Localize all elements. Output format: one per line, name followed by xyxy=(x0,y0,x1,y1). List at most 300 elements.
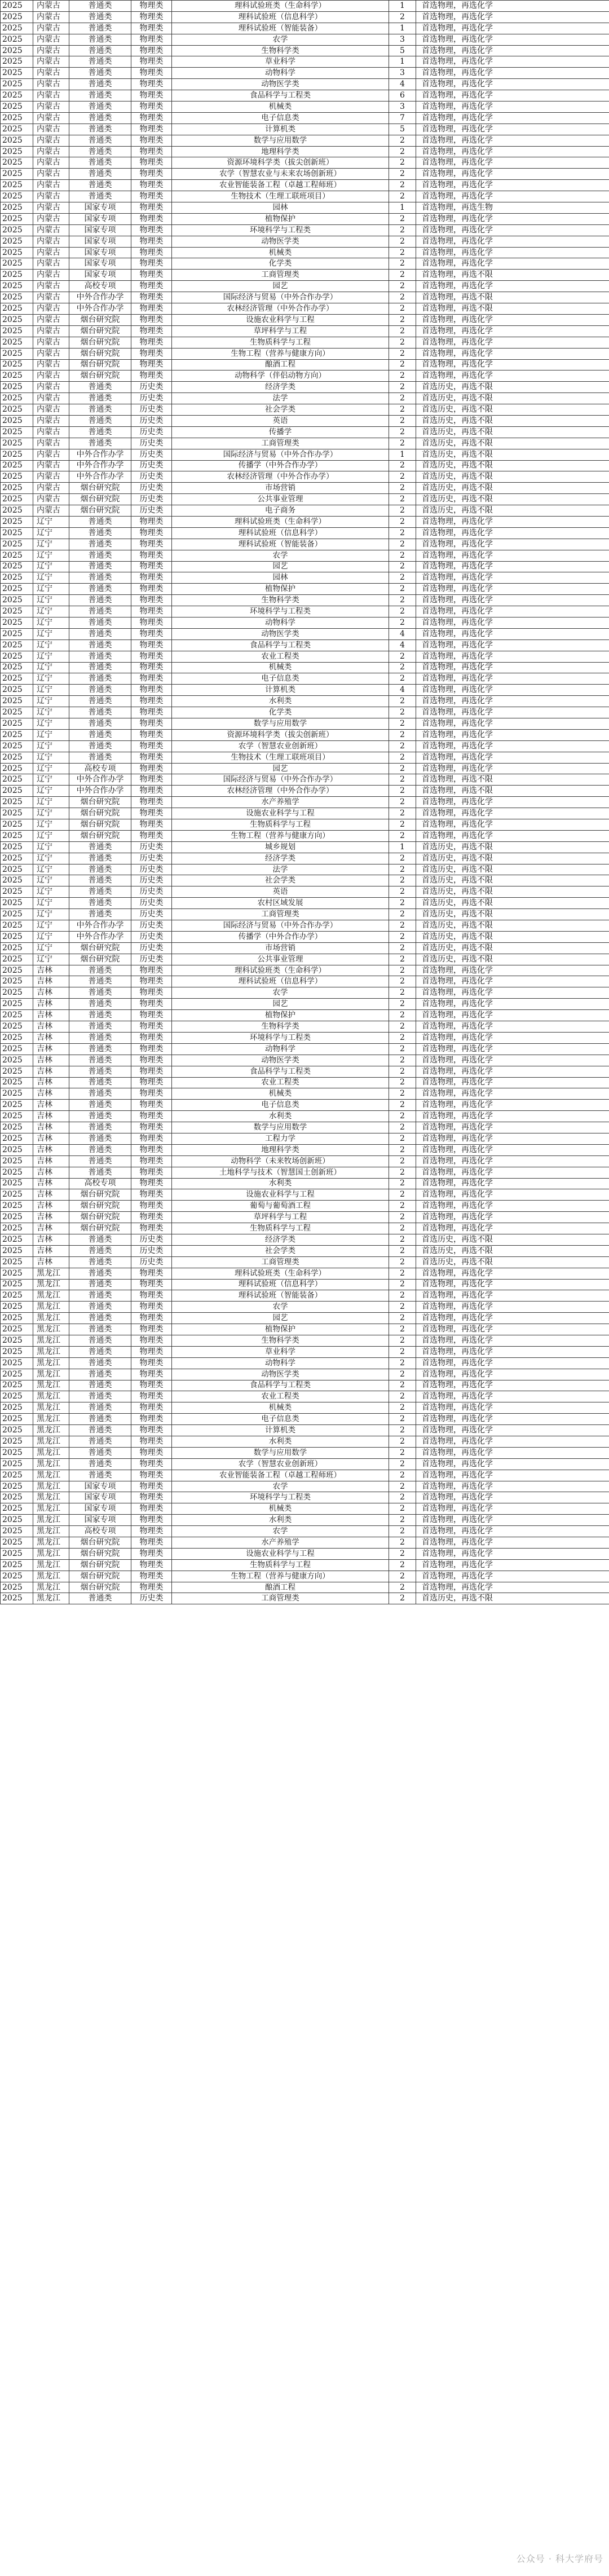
table-row xyxy=(1,1201,609,1212)
subject-requirement-cell: 首选物理，再选化学 xyxy=(416,729,609,740)
subject-type-cell: 物理类 xyxy=(131,359,172,370)
subject-requirement-cell: 首选物理，再选化学 xyxy=(416,639,609,651)
subject-type-cell: 历史类 xyxy=(131,875,172,886)
year-cell: 2025 xyxy=(1,797,33,808)
major-cell: 社会学类 xyxy=(172,404,389,416)
subject-requirement-cell: 首选物理，再选化学 xyxy=(416,606,609,617)
year-cell: 2025 xyxy=(1,819,33,831)
table-row xyxy=(1,1,609,12)
plan-count-cell: 2 xyxy=(389,763,416,774)
province-cell: 内蒙古 xyxy=(33,325,69,337)
year-cell: 2025 xyxy=(1,1593,33,1604)
subject-requirement-cell: 首选物理，再选化学 xyxy=(416,696,609,707)
year-cell: 2025 xyxy=(1,1122,33,1133)
province-cell: 吉林 xyxy=(33,1223,69,1234)
major-cell: 农业智能装备工程（卓越工程师班） xyxy=(172,180,389,191)
plan-count-cell: 2 xyxy=(389,135,416,146)
plan-count-cell: 2 xyxy=(389,965,416,976)
subject-type-cell: 物理类 xyxy=(131,1122,172,1133)
province-cell: 内蒙古 xyxy=(33,281,69,292)
plan-count-cell: 2 xyxy=(389,1436,416,1448)
year-cell: 2025 xyxy=(1,112,33,123)
plan-count-cell: 2 xyxy=(389,303,416,315)
table-row xyxy=(1,886,609,898)
plan-count-cell: 2 xyxy=(389,1313,416,1324)
major-cell: 电子信息类 xyxy=(172,673,389,685)
subject-requirement-cell: 首选物理，再选化学 xyxy=(416,1447,609,1458)
major-cell: 理科试验班类（生命科学） xyxy=(172,1,389,12)
subject-type-cell: 物理类 xyxy=(131,1268,172,1279)
subject-type-cell: 物理类 xyxy=(131,1212,172,1223)
subject-requirement-cell: 首选物理，再选化学 xyxy=(416,1402,609,1414)
province-cell: 内蒙古 xyxy=(33,202,69,214)
subject-requirement-cell: 首选物理，再选化学 xyxy=(416,68,609,79)
plan-count-cell: 2 xyxy=(389,1279,416,1290)
year-cell: 2025 xyxy=(1,370,33,382)
year-cell: 2025 xyxy=(1,1055,33,1066)
major-cell: 食品科学与工程类 xyxy=(172,1380,389,1391)
plan-count-cell: 2 xyxy=(389,718,416,730)
subject-requirement-cell: 首选物理，再选化学 xyxy=(416,819,609,831)
plan-count-cell: 2 xyxy=(389,325,416,337)
major-cell: 食品科学与工程类 xyxy=(172,1066,389,1077)
year-cell: 2025 xyxy=(1,841,33,853)
year-cell: 2025 xyxy=(1,404,33,416)
subject-requirement-cell: 首选物理，再选化学 xyxy=(416,1032,609,1043)
table-row xyxy=(1,841,609,853)
major-cell: 设施农业科学与工程 xyxy=(172,314,389,325)
province-cell: 辽宁 xyxy=(33,628,69,639)
subject-requirement-cell: 首选物理，再选化学 xyxy=(416,550,609,561)
major-cell: 生物技术（生理工联班项目） xyxy=(172,191,389,202)
major-cell: 动物科学 xyxy=(172,1357,389,1369)
subject-type-cell: 物理类 xyxy=(131,325,172,337)
table-row xyxy=(1,1357,609,1369)
year-cell: 2025 xyxy=(1,202,33,214)
province-cell: 黑龙江 xyxy=(33,1425,69,1436)
plan-type-cell: 烟台研究院 xyxy=(69,1559,131,1571)
table-row xyxy=(1,471,609,483)
subject-requirement-cell: 首选历史，再选不限 xyxy=(416,864,609,875)
province-cell: 内蒙古 xyxy=(33,292,69,303)
table-row xyxy=(1,1414,609,1425)
year-cell: 2025 xyxy=(1,1369,33,1380)
province-cell: 内蒙古 xyxy=(33,45,69,56)
province-cell: 内蒙古 xyxy=(33,359,69,370)
table-row xyxy=(1,920,609,932)
subject-requirement-cell: 首选物理，再选化学 xyxy=(416,1201,609,1212)
table-row xyxy=(1,1380,609,1391)
major-cell: 国际经济与贸易（中外合作办学） xyxy=(172,449,389,460)
table-row xyxy=(1,1043,609,1055)
year-cell: 2025 xyxy=(1,1155,33,1167)
plan-type-cell: 普通类 xyxy=(69,1010,131,1021)
subject-type-cell: 物理类 xyxy=(131,56,172,68)
year-cell: 2025 xyxy=(1,1402,33,1414)
plan-type-cell: 普通类 xyxy=(69,1593,131,1604)
plan-count-cell: 2 xyxy=(389,1380,416,1391)
major-cell: 生物科学类 xyxy=(172,45,389,56)
major-cell: 动物科学（伴侣动物方向） xyxy=(172,370,389,382)
province-cell: 内蒙古 xyxy=(33,494,69,505)
province-cell: 辽宁 xyxy=(33,752,69,763)
major-cell: 数学与应用数学 xyxy=(172,718,389,730)
year-cell: 2025 xyxy=(1,135,33,146)
table-row xyxy=(1,123,609,135)
province-cell: 黑龙江 xyxy=(33,1357,69,1369)
plan-type-cell: 普通类 xyxy=(69,393,131,404)
subject-requirement-cell: 首选物理，再选化学 xyxy=(416,1167,609,1178)
plan-count-cell: 2 xyxy=(389,1526,416,1537)
subject-type-cell: 物理类 xyxy=(131,830,172,841)
plan-type-cell: 普通类 xyxy=(69,56,131,68)
table-row xyxy=(1,1391,609,1402)
province-cell: 吉林 xyxy=(33,1122,69,1133)
table-row xyxy=(1,191,609,202)
subject-requirement-cell: 首选物理，再选化学 xyxy=(416,23,609,34)
table-row xyxy=(1,1447,609,1458)
subject-requirement-cell: 首选历史，再选不限 xyxy=(416,404,609,416)
province-cell: 辽宁 xyxy=(33,819,69,831)
subject-requirement-cell: 首选物理，再选化学 xyxy=(416,247,609,258)
major-cell: 农业工程类 xyxy=(172,1391,389,1402)
plan-count-cell: 5 xyxy=(389,123,416,135)
year-cell: 2025 xyxy=(1,1100,33,1111)
major-cell: 园艺 xyxy=(172,1313,389,1324)
major-cell: 动物医学类 xyxy=(172,1055,389,1066)
year-cell: 2025 xyxy=(1,34,33,45)
plan-type-cell: 普通类 xyxy=(69,79,131,90)
plan-type-cell: 普通类 xyxy=(69,68,131,79)
plan-count-cell: 2 xyxy=(389,1425,416,1436)
year-cell: 2025 xyxy=(1,382,33,393)
plan-type-cell: 普通类 xyxy=(69,1088,131,1100)
year-cell: 2025 xyxy=(1,1201,33,1212)
table-row xyxy=(1,875,609,886)
plan-count-cell: 1 xyxy=(389,1,416,12)
province-cell: 内蒙古 xyxy=(33,23,69,34)
plan-count-cell: 2 xyxy=(389,281,416,292)
major-cell: 工商管理类 xyxy=(172,270,389,281)
subject-requirement-cell: 首选物理，再选生物 xyxy=(416,202,609,214)
province-cell: 辽宁 xyxy=(33,572,69,584)
year-cell: 2025 xyxy=(1,584,33,595)
plan-count-cell: 2 xyxy=(389,1268,416,1279)
table-row xyxy=(1,819,609,831)
subject-requirement-cell: 首选物理，再选化学 xyxy=(416,90,609,102)
table-row xyxy=(1,382,609,393)
table-row xyxy=(1,292,609,303)
province-cell: 辽宁 xyxy=(33,763,69,774)
subject-requirement-cell: 首选物理，再选化学 xyxy=(416,258,609,270)
year-cell: 2025 xyxy=(1,460,33,471)
province-cell: 辽宁 xyxy=(33,740,69,752)
province-cell: 辽宁 xyxy=(33,685,69,696)
province-cell: 内蒙古 xyxy=(33,135,69,146)
subject-type-cell: 物理类 xyxy=(131,1223,172,1234)
subject-requirement-cell: 首选物理，再选化学 xyxy=(416,1470,609,1481)
table-row xyxy=(1,1526,609,1537)
plan-type-cell: 高校专项 xyxy=(69,281,131,292)
plan-type-cell: 烟台研究院 xyxy=(69,1537,131,1549)
year-cell: 2025 xyxy=(1,270,33,281)
year-cell: 2025 xyxy=(1,23,33,34)
plan-type-cell: 国家专项 xyxy=(69,258,131,270)
province-cell: 吉林 xyxy=(33,1178,69,1189)
plan-count-cell: 2 xyxy=(389,471,416,483)
major-cell: 数学与应用数学 xyxy=(172,1447,389,1458)
year-cell: 2025 xyxy=(1,1302,33,1313)
table-row xyxy=(1,673,609,685)
plan-type-cell: 普通类 xyxy=(69,1335,131,1346)
plan-type-cell: 普通类 xyxy=(69,1077,131,1088)
year-cell: 2025 xyxy=(1,1436,33,1448)
plan-type-cell: 普通类 xyxy=(69,112,131,123)
subject-type-cell: 物理类 xyxy=(131,1088,172,1100)
subject-requirement-cell: 首选物理，再选化学 xyxy=(416,370,609,382)
plan-count-cell: 2 xyxy=(389,931,416,942)
plan-count-cell: 2 xyxy=(389,1167,416,1178)
year-cell: 2025 xyxy=(1,1414,33,1425)
table-row xyxy=(1,45,609,56)
province-cell: 内蒙古 xyxy=(33,11,69,23)
plan-count-cell: 2 xyxy=(389,494,416,505)
subject-type-cell: 历史类 xyxy=(131,460,172,471)
major-cell: 草业科学 xyxy=(172,56,389,68)
province-cell: 内蒙古 xyxy=(33,1,69,12)
province-cell: 黑龙江 xyxy=(33,1503,69,1515)
subject-requirement-cell: 首选物理，再选化学 xyxy=(416,1088,609,1100)
plan-count-cell: 2 xyxy=(389,1043,416,1055)
year-cell: 2025 xyxy=(1,808,33,819)
plan-count-cell: 2 xyxy=(389,976,416,987)
plan-type-cell: 普通类 xyxy=(69,561,131,572)
plan-type-cell: 中外合作办学 xyxy=(69,292,131,303)
table-row xyxy=(1,56,609,68)
plan-type-cell: 普通类 xyxy=(69,685,131,696)
province-cell: 黑龙江 xyxy=(33,1470,69,1481)
subject-type-cell: 物理类 xyxy=(131,1021,172,1033)
major-cell: 工商管理类 xyxy=(172,1256,389,1268)
province-cell: 吉林 xyxy=(33,1212,69,1223)
major-cell: 设施农业科学与工程 xyxy=(172,808,389,819)
year-cell: 2025 xyxy=(1,303,33,315)
plan-count-cell: 2 xyxy=(389,1010,416,1021)
subject-type-cell: 物理类 xyxy=(131,1,172,12)
major-cell: 工商管理类 xyxy=(172,1593,389,1604)
plan-count-cell: 2 xyxy=(389,651,416,662)
plan-type-cell: 普通类 xyxy=(69,1100,131,1111)
plan-count-cell: 2 xyxy=(389,1189,416,1201)
province-cell: 内蒙古 xyxy=(33,449,69,460)
major-cell: 草坪科学与工程 xyxy=(172,325,389,337)
year-cell: 2025 xyxy=(1,696,33,707)
major-cell: 设施农业科学与工程 xyxy=(172,1189,389,1201)
major-cell: 园林 xyxy=(172,572,389,584)
year-cell: 2025 xyxy=(1,213,33,224)
plan-type-cell: 中外合作办学 xyxy=(69,449,131,460)
major-cell: 传播学（中外合作办学） xyxy=(172,931,389,942)
subject-type-cell: 历史类 xyxy=(131,931,172,942)
year-cell: 2025 xyxy=(1,393,33,404)
province-cell: 黑龙江 xyxy=(33,1515,69,1526)
subject-type-cell: 物理类 xyxy=(131,696,172,707)
subject-requirement-cell: 首选历史，再选不限 xyxy=(416,483,609,494)
table-row xyxy=(1,224,609,236)
subject-type-cell: 物理类 xyxy=(131,662,172,673)
plan-type-cell: 普通类 xyxy=(69,886,131,898)
province-cell: 黑龙江 xyxy=(33,1537,69,1549)
plan-count-cell: 7 xyxy=(389,112,416,123)
table-row xyxy=(1,628,609,639)
major-cell: 国际经济与贸易（中外合作办学） xyxy=(172,920,389,932)
subject-type-cell: 物理类 xyxy=(131,1503,172,1515)
province-cell: 吉林 xyxy=(33,1010,69,1021)
plan-type-cell: 普通类 xyxy=(69,696,131,707)
subject-requirement-cell: 首选物理，再选化学 xyxy=(416,718,609,730)
plan-type-cell: 普通类 xyxy=(69,1436,131,1448)
subject-requirement-cell: 首选物理，再选化学 xyxy=(416,1133,609,1144)
plan-type-cell: 中外合作办学 xyxy=(69,774,131,786)
major-cell: 环境科学与工程类 xyxy=(172,1032,389,1043)
plan-type-cell: 普通类 xyxy=(69,898,131,909)
province-cell: 辽宁 xyxy=(33,595,69,606)
subject-requirement-cell: 首选物理，再选化学 xyxy=(416,135,609,146)
province-cell: 辽宁 xyxy=(33,561,69,572)
subject-requirement-cell: 首选历史，再选不限 xyxy=(416,1234,609,1245)
year-cell: 2025 xyxy=(1,1559,33,1571)
plan-type-cell: 国家专项 xyxy=(69,1492,131,1503)
year-cell: 2025 xyxy=(1,1391,33,1402)
major-cell: 市场营销 xyxy=(172,483,389,494)
province-cell: 辽宁 xyxy=(33,909,69,920)
subject-type-cell: 物理类 xyxy=(131,740,172,752)
table-row xyxy=(1,696,609,707)
year-cell: 2025 xyxy=(1,1144,33,1155)
subject-type-cell: 物理类 xyxy=(131,774,172,786)
subject-requirement-cell: 首选物理，再选化学 xyxy=(416,1324,609,1335)
plan-type-cell: 烟台研究院 xyxy=(69,505,131,517)
subject-type-cell: 历史类 xyxy=(131,898,172,909)
subject-requirement-cell: 首选物理，再选化学 xyxy=(416,1458,609,1470)
plan-count-cell: 2 xyxy=(389,1111,416,1122)
table-row xyxy=(1,808,609,819)
table-row xyxy=(1,965,609,976)
subject-type-cell: 物理类 xyxy=(131,1155,172,1167)
subject-type-cell: 物理类 xyxy=(131,11,172,23)
province-cell: 吉林 xyxy=(33,1189,69,1201)
province-cell: 内蒙古 xyxy=(33,404,69,416)
plan-count-cell: 2 xyxy=(389,1223,416,1234)
plan-count-cell: 2 xyxy=(389,1245,416,1256)
table-row xyxy=(1,314,609,325)
subject-type-cell: 历史类 xyxy=(131,494,172,505)
plan-count-cell: 4 xyxy=(389,685,416,696)
major-cell: 动物医学类 xyxy=(172,628,389,639)
major-cell: 经济学类 xyxy=(172,1234,389,1245)
province-cell: 辽宁 xyxy=(33,662,69,673)
province-cell: 内蒙古 xyxy=(33,426,69,438)
year-cell: 2025 xyxy=(1,258,33,270)
subject-requirement-cell: 首选物理，再选化学 xyxy=(416,1021,609,1033)
plan-type-cell: 普通类 xyxy=(69,45,131,56)
plan-type-cell: 普通类 xyxy=(69,1447,131,1458)
plan-count-cell: 2 xyxy=(389,954,416,965)
subject-requirement-cell: 首选物理，再选化学 xyxy=(416,1010,609,1021)
table-row xyxy=(1,1021,609,1033)
subject-requirement-cell: 首选物理，再选化学 xyxy=(416,213,609,224)
year-cell: 2025 xyxy=(1,1178,33,1189)
plan-count-cell: 2 xyxy=(389,1256,416,1268)
province-cell: 内蒙古 xyxy=(33,460,69,471)
plan-type-cell: 高校专项 xyxy=(69,763,131,774)
plan-type-cell: 中外合作办学 xyxy=(69,471,131,483)
plan-type-cell: 普通类 xyxy=(69,157,131,169)
subject-type-cell: 物理类 xyxy=(131,819,172,831)
year-cell: 2025 xyxy=(1,774,33,786)
plan-count-cell: 2 xyxy=(389,1178,416,1189)
major-cell: 水产养殖学 xyxy=(172,797,389,808)
table-row xyxy=(1,830,609,841)
table-row xyxy=(1,1313,609,1324)
table-row xyxy=(1,1425,609,1436)
province-cell: 内蒙古 xyxy=(33,180,69,191)
table-row xyxy=(1,202,609,214)
subject-requirement-cell: 首选物理，再选化学 xyxy=(416,595,609,606)
plan-count-cell: 2 xyxy=(389,180,416,191)
plan-type-cell: 烟台研究院 xyxy=(69,1571,131,1582)
province-cell: 内蒙古 xyxy=(33,247,69,258)
province-cell: 黑龙江 xyxy=(33,1436,69,1448)
table-row xyxy=(1,987,609,999)
plan-count-cell: 2 xyxy=(389,1571,416,1582)
plan-count-cell: 2 xyxy=(389,1402,416,1414)
plan-type-cell: 国家专项 xyxy=(69,270,131,281)
table-row xyxy=(1,1436,609,1448)
table-row xyxy=(1,1548,609,1559)
table-row xyxy=(1,303,609,315)
year-cell: 2025 xyxy=(1,572,33,584)
plan-count-cell: 2 xyxy=(389,561,416,572)
plan-count-cell: 2 xyxy=(389,696,416,707)
plan-type-cell: 中外合作办学 xyxy=(69,931,131,942)
subject-requirement-cell: 首选历史，再选不限 xyxy=(416,449,609,460)
plan-count-cell: 2 xyxy=(389,740,416,752)
table-row xyxy=(1,1470,609,1481)
major-cell: 理科试验班类（生命科学） xyxy=(172,1268,389,1279)
table-row xyxy=(1,685,609,696)
major-cell: 公共事业管理 xyxy=(172,494,389,505)
major-cell: 葡萄与葡萄酒工程 xyxy=(172,1201,389,1212)
plan-count-cell: 2 xyxy=(389,157,416,169)
plan-count-cell: 6 xyxy=(389,90,416,102)
plan-type-cell: 烟台研究院 xyxy=(69,314,131,325)
subject-requirement-cell: 首选物理，再选化学 xyxy=(416,673,609,685)
subject-type-cell: 物理类 xyxy=(131,202,172,214)
major-cell: 水利类 xyxy=(172,1515,389,1526)
plan-type-cell: 普通类 xyxy=(69,1357,131,1369)
subject-type-cell: 物理类 xyxy=(131,539,172,550)
plan-type-cell: 烟台研究院 xyxy=(69,1223,131,1234)
subject-requirement-cell: 首选历史，再选不限 xyxy=(416,875,609,886)
subject-requirement-cell: 首选物理，再选化学 xyxy=(416,662,609,673)
year-cell: 2025 xyxy=(1,673,33,685)
subject-requirement-cell: 首选物理，再选化学 xyxy=(416,987,609,999)
table-row xyxy=(1,853,609,864)
major-cell: 园艺 xyxy=(172,561,389,572)
plan-count-cell: 2 xyxy=(389,370,416,382)
subject-type-cell: 物理类 xyxy=(131,718,172,730)
